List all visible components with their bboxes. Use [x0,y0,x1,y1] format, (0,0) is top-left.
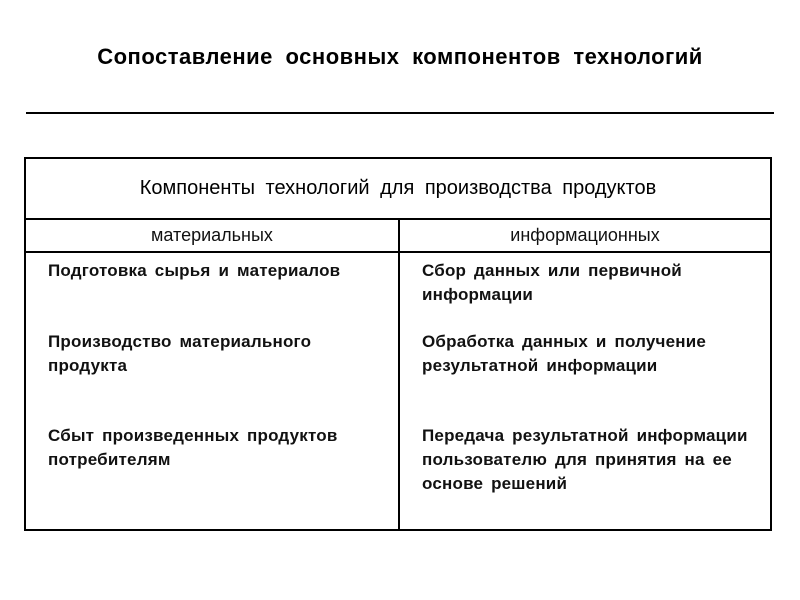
page-title: Сопоставление основных компонентов технологий [97,44,703,69]
table-cell-information-3: Передача результатной информации пользователю для принятия на ее основе решений [422,426,748,493]
title-divider [26,112,774,114]
table-cell-information-2: Обработка данных и получение результатной информации [422,332,707,375]
table-cell-material-1: Подготовка сырья и материалов [48,261,341,280]
column-header-information: информационных [400,220,770,253]
table-cell-material-2: Производство материального продукта [48,332,312,375]
column-header-material: материальных [26,220,400,253]
table-header: Компоненты технологий для производства продуктов [26,159,770,220]
table-cell-information-1: Сбор данных или первичной информации [422,261,682,304]
column-divider [398,253,400,529]
comparison-table [24,157,772,531]
table-cell-material-3: Сбыт произведенных продуктов потребителям [48,426,338,469]
